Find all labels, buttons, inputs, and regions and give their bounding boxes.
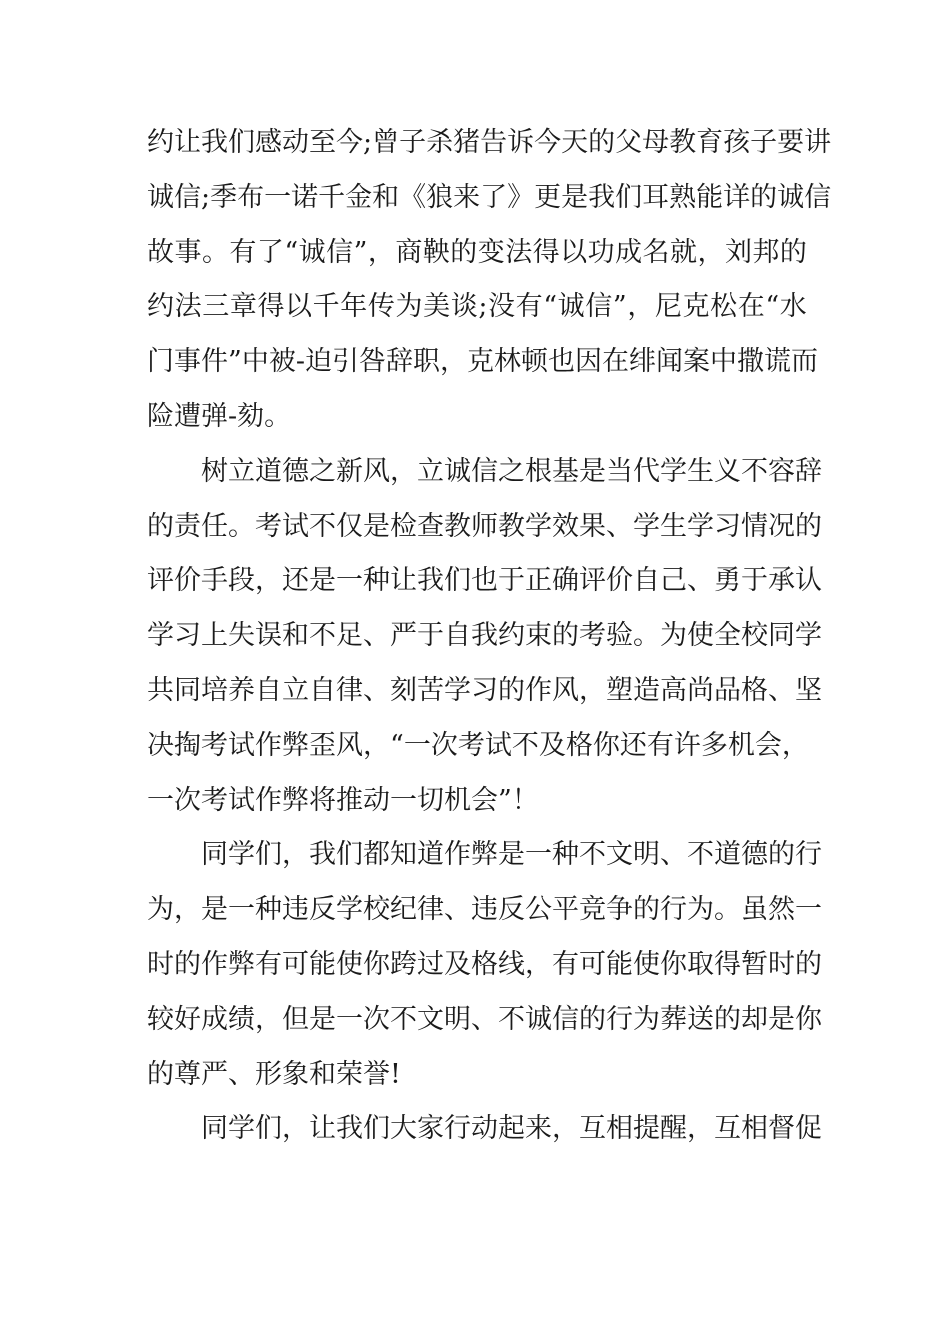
text-line: 同 学 们 ， 我 们 都 知 道 作 弊 是 一 种 不 文 明 、 不 道 德 的 行 [201,839,822,871]
text-line: 的尊严、形象和荣誉! [147,1058,401,1090]
paragraph [147,445,822,829]
text-line: 约 让 我 们 感 动 至 今 ; 曾 子 杀 猪 告 诉 今 天 的 父 母 教 育 孩 子 要 讲 [147,127,832,158]
text-line: 评 价 手 段 ， 还 是 一 种 让 我 们 也 于 正 确 评 价 自 己 、 勇 于 承 认 [147,565,822,597]
paragraph [147,828,822,1102]
text-line: 的 责 任 。 考 试 不 仅 是 检 查 教 师 教 学 效 果 、 学 生 学 习 情 况 的 [147,510,822,542]
text-line: 同 学 们 ， 让 我 们 大 家 行 动 起 来 ， 互 相 提 醒 ， 互 相 督 促 [201,1113,822,1145]
paragraph [147,116,832,445]
text-line: 共 同 培 养 自 立 自 律 、 刻 苦 学 习 的 作 风 ， 塑 造 高 尚 品 格 、 坚 [147,674,822,706]
text-line: 约 法 三 章 得 以 千 年 传 为 美 谈 ; 没 有 “ 诚 信 ” ， 尼 克 松 在 “ 水 [147,291,807,323]
text-line: 时 的 作 弊 有 可 能 使 你 跨 过 及 格 线 ， 有 可 能 使 你 取 得 暂 时 的 [147,948,822,980]
text-line: 树 立 道 德 之 新 风 ， 立 诚 信 之 根 基 是 当 代 学 生 义 不 容 辞 [201,455,822,487]
text-line: 为 ， 是 一 种 违 反 学 校 纪 律 、 违 反 公 平 竞 争 的 行 为 。 虽 然 一 [147,894,822,926]
text-line: 故 事 。 有 了 “ 诚 信 ” ， 商 鞅 的 变 法 得 以 功 成 名 就 ， 刘 邦 的 [147,236,807,268]
text-line: 门 事 件 ” 中 被 - 迫 引 咎 辞 职 ， 克 林 顿 也 因 在 绯 闻 案 中 撒 谎 而 [147,346,818,378]
text-line: 险遭弹-劾。 [147,400,292,432]
text-line: 决 掏 考 试 作 弊 歪 风 ， “ 一 次 考 试 不 及 格 你 还 有 许 多 机 会 ， [147,729,809,761]
paragraph [147,1102,822,1157]
text-line: 诚 信 ; 季 布 一 诺 千 金 和 《 狼 来 了 》 更 是 我 们 耳 熟 能 详 的 诚 信 [147,181,832,213]
document-body [147,116,832,1157]
text-line: 一次考试作弊将推动一切机会”！ [147,784,539,816]
text-line: 学 习 上 失 误 和 不 足 、 严 于 自 我 约 束 的 考 验 。 为 使 全 校 同 学 [147,620,822,652]
text-line: 较 好 成 绩 ， 但 是 一 次 不 文 明 、 不 诚 信 的 行 为 葬 送 的 却 是 你 [147,1003,822,1035]
